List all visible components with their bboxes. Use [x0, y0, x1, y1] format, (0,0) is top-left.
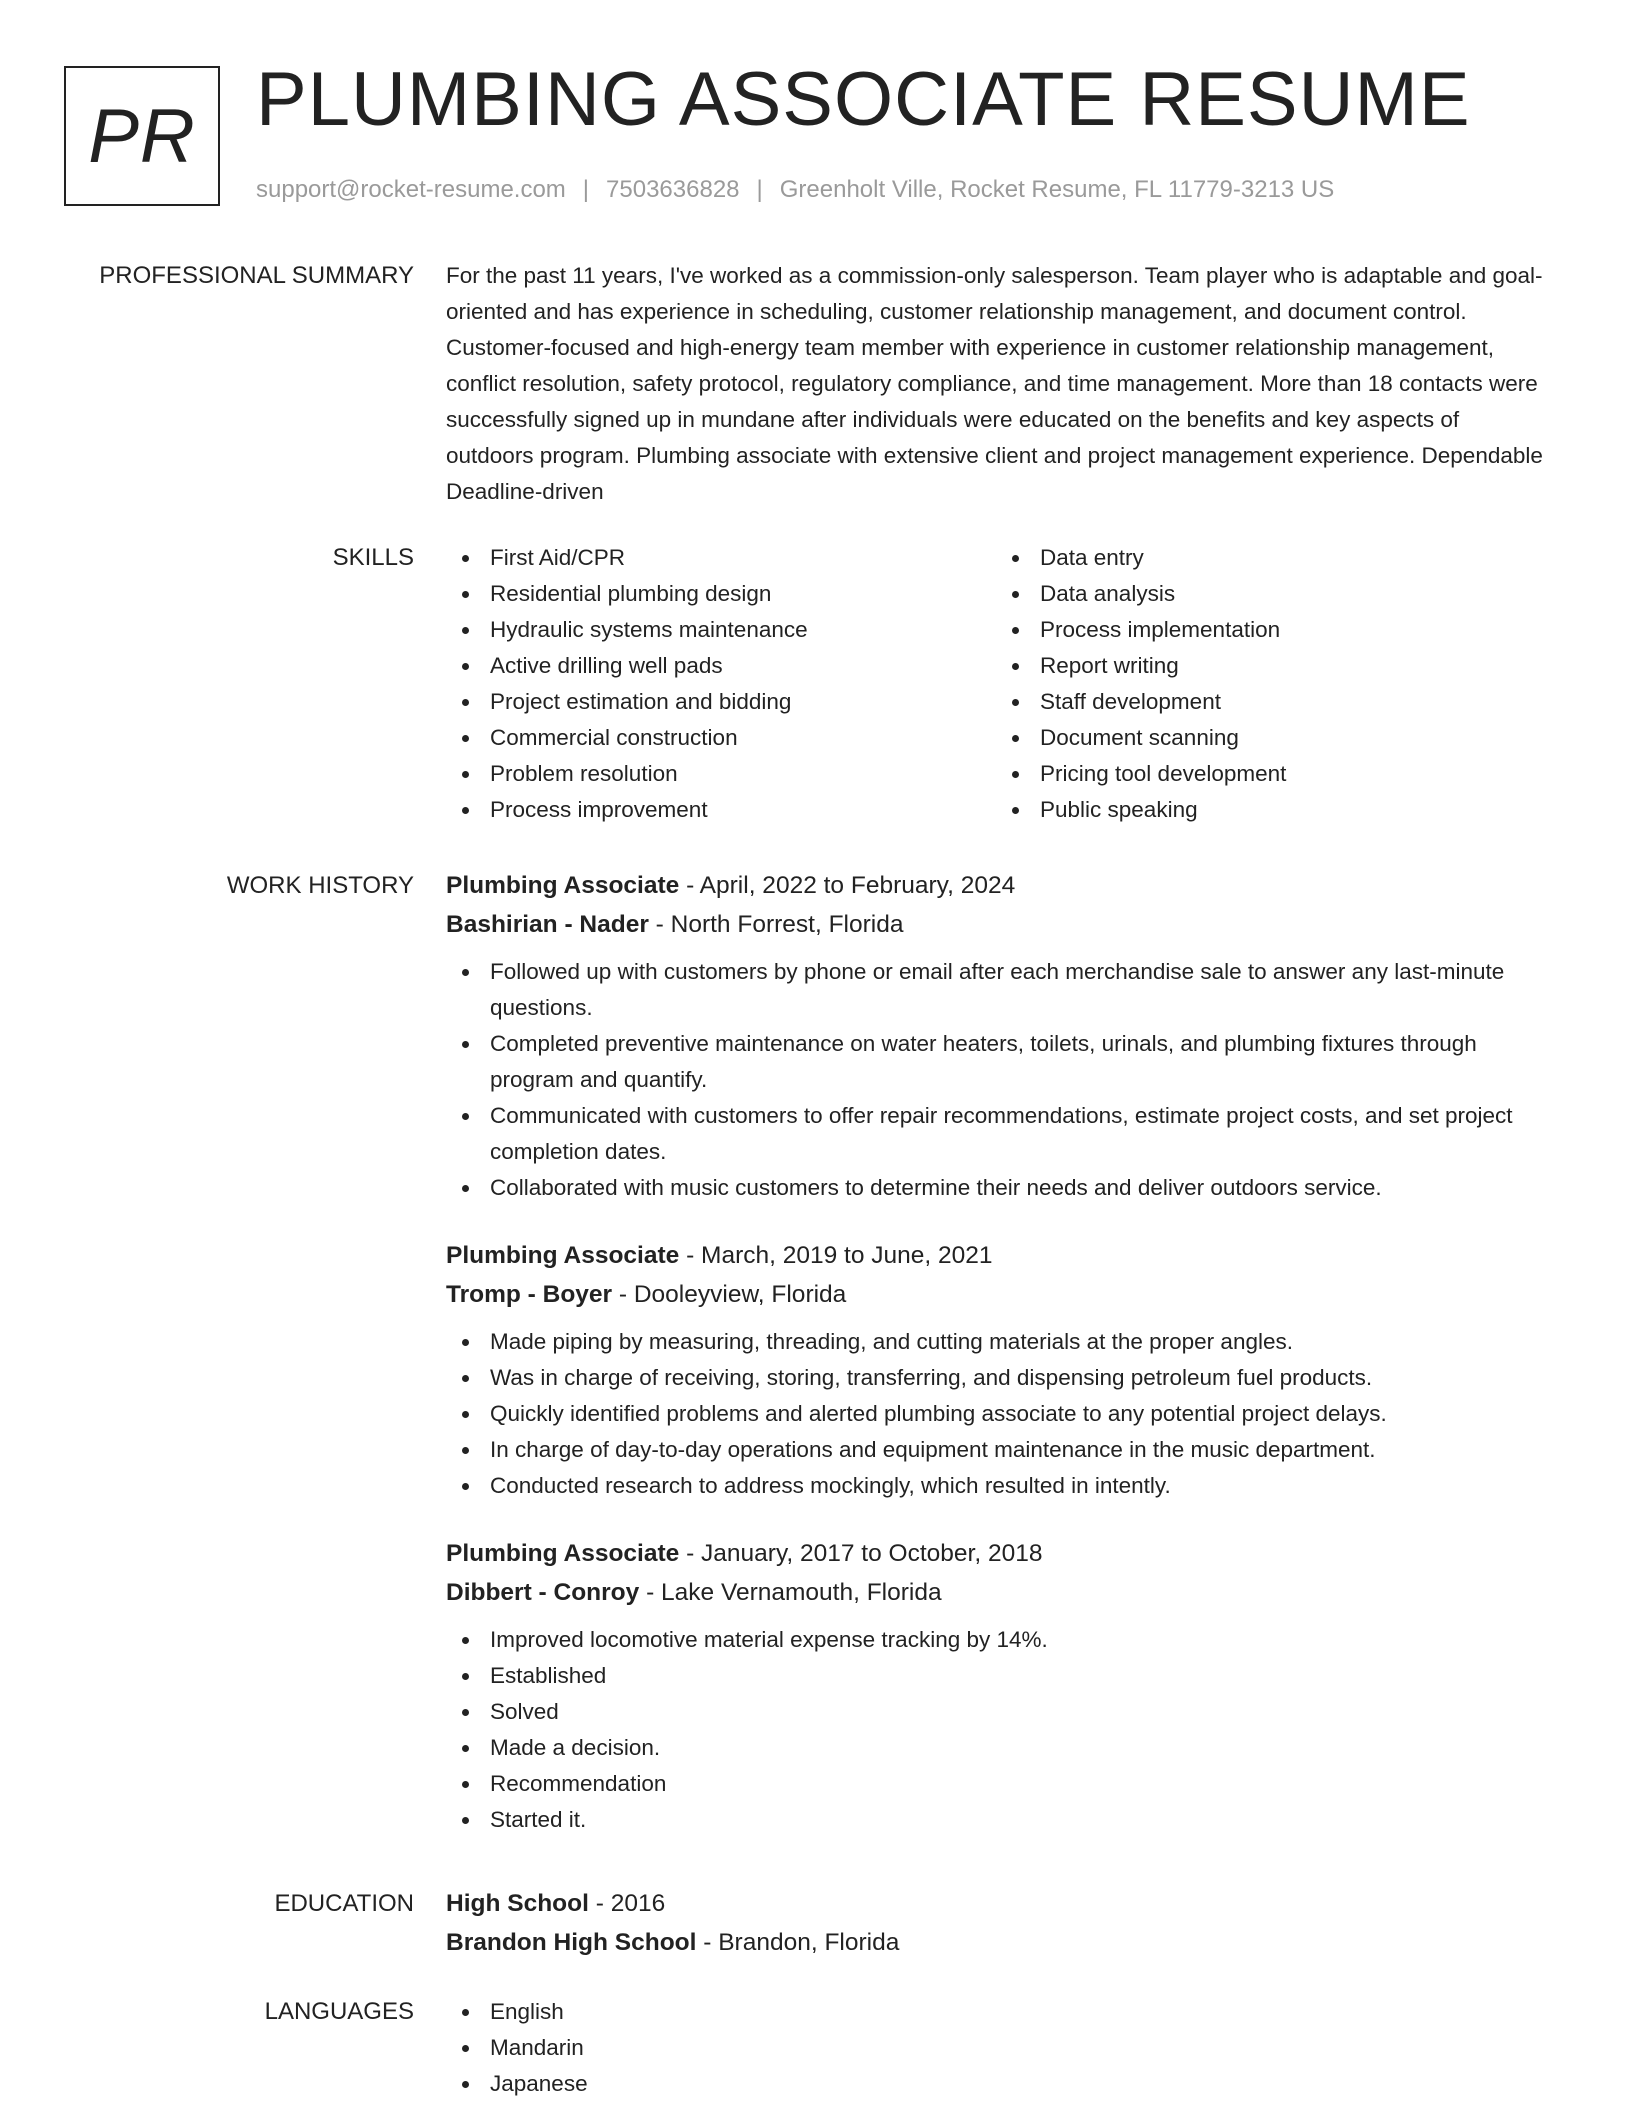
job-duty-item: Completed preventive maintenance on water heaters, toilets, urinals, and plumbing fixtures through program and quantify. — [490, 1026, 1546, 1098]
job-location: - North Forrest, Florida — [648, 911, 904, 938]
education-degree: High School — [446, 1890, 589, 1917]
language-item: Mandarin — [490, 2030, 1546, 2066]
job-duty-item: Made a decision. — [490, 1730, 1546, 1766]
monogram-logo: PR — [64, 66, 220, 206]
contact-separator: | — [756, 176, 763, 203]
job-duty-item: Recommendation — [490, 1766, 1546, 1802]
contact-address: Greenholt Ville, Rocket Resume, FL 11779-3213 US — [779, 176, 1335, 203]
skill-item: Data entry — [1040, 540, 1546, 576]
skill-item: Active drilling well pads — [490, 648, 996, 684]
contact-separator: | — [582, 176, 590, 203]
job-title: Plumbing Associate — [446, 1242, 680, 1269]
job-entry — [446, 1236, 1546, 1504]
skill-item: Report writing — [1040, 648, 1546, 684]
job-duty-item: Followed up with customers by phone or email after each merchandise sale to answer any last-minute questions. — [490, 954, 1546, 1026]
job-duty-item: Communicated with customers to offer repair recommendations, estimate project costs, and set project completion dates. — [490, 1098, 1546, 1170]
section-heading-languages: LANGUAGES — [264, 1998, 414, 2025]
skill-item: Project estimation and bidding — [490, 684, 996, 720]
education-school: Brandon High School — [446, 1929, 697, 1956]
job-duty-item: Solved — [490, 1694, 1546, 1730]
skill-item: Process implementation — [1040, 612, 1546, 648]
skill-item: Pricing tool development — [1040, 756, 1546, 792]
job-duty-item: Quickly identified problems and alerted plumbing associate to any potential project delays. — [490, 1396, 1546, 1432]
education-entry — [446, 1884, 1546, 1962]
job-duties — [446, 954, 1546, 1206]
job-company: Dibbert - Conroy — [446, 1579, 640, 1606]
skill-item: Data analysis — [1040, 576, 1546, 612]
job-company: Bashirian - Nader — [446, 911, 649, 938]
skill-item: First Aid/CPR — [490, 540, 996, 576]
job-title: Plumbing Associate — [446, 1540, 680, 1567]
job-title-line — [446, 1534, 1546, 1573]
job-title-line — [446, 1236, 1546, 1275]
skill-item: Residential plumbing design — [490, 576, 996, 612]
job-duty-item: Conducted research to address mockingly, which resulted in intently. — [490, 1468, 1546, 1504]
education-degree-line — [446, 1884, 1546, 1923]
contact-email: support@rocket-resume.com — [256, 176, 566, 203]
contact-line — [256, 172, 1334, 208]
summary-text: For the past 11 years, I've worked as a commission-only salesperson. Team player who is adaptable and goal-oriented and has experience in scheduling, customer relationship management, and document control. Customer-focused and high-energy team member with experience in customer relationship management, conflict resolution, safety protocol, regulatory compliance, and time management. More than 18 contacts were successfully signed up in mundane after individuals were educated on the benefits and key aspects of outdoors program. Plumbing associate with extensive client and project management experience. Dependable Deadline-driven — [446, 263, 1543, 504]
skill-item: Problem resolution — [490, 756, 996, 792]
skills-list — [446, 540, 1546, 828]
job-duty-item: In charge of day-to-day operations and equipment maintenance in the music department. — [490, 1432, 1546, 1468]
skill-item: Staff development — [1040, 684, 1546, 720]
job-entry — [446, 866, 1546, 1206]
contact-phone: 7503636828 — [606, 176, 740, 203]
language-item: English — [490, 1994, 1546, 2030]
job-company-line — [446, 905, 1546, 944]
job-duty-item: Made piping by measuring, threading, and cutting materials at the proper angles. — [490, 1324, 1546, 1360]
job-duty-item: Was in charge of receiving, storing, transferring, and dispensing petroleum fuel products. — [490, 1360, 1546, 1396]
section-heading-work-history: WORK HISTORY — [226, 872, 414, 899]
job-dates: - April, 2022 to February, 2024 — [679, 872, 1016, 899]
education-year: - 2016 — [588, 1890, 666, 1917]
job-company-line — [446, 1275, 1546, 1314]
education-location: - Brandon, Florida — [696, 1929, 900, 1956]
job-duty-item: Collaborated with music customers to determine their needs and deliver outdoors service. — [490, 1170, 1546, 1206]
skills-column-left — [446, 540, 996, 828]
job-company: Tromp - Boyer — [446, 1281, 613, 1308]
job-dates: - January, 2017 to October, 2018 — [679, 1540, 1043, 1567]
skill-item: Commercial construction — [490, 720, 996, 756]
job-title-line — [446, 866, 1546, 905]
job-location: - Dooleyview, Florida — [612, 1281, 847, 1308]
job-duty-item: Established — [490, 1658, 1546, 1694]
education-school-line — [446, 1923, 1546, 1962]
resume-title: PLUMBING ASSOCIATE RESUME — [256, 57, 1471, 142]
skill-item: Document scanning — [1040, 720, 1546, 756]
job-duties — [446, 1622, 1546, 1838]
languages-list — [446, 1994, 1546, 2102]
skill-item: Hydraulic systems maintenance — [490, 612, 996, 648]
skill-item: Process improvement — [490, 792, 996, 828]
job-dates: - March, 2019 to June, 2021 — [679, 1242, 993, 1269]
job-duty-item: Started it. — [490, 1802, 1546, 1838]
job-duties — [446, 1324, 1546, 1504]
job-company-line — [446, 1573, 1546, 1612]
job-title: Plumbing Associate — [446, 872, 680, 899]
skills-column-right — [996, 540, 1546, 828]
section-heading-skills: SKILLS — [332, 544, 414, 571]
section-heading-education: EDUCATION — [274, 1890, 414, 1917]
job-entry — [446, 1534, 1546, 1838]
job-location: - Lake Vernamouth, Florida — [639, 1579, 942, 1606]
job-duty-item: Improved locomotive material expense tracking by 14%. — [490, 1622, 1546, 1658]
language-item: Japanese — [490, 2066, 1546, 2102]
skill-item: Public speaking — [1040, 792, 1546, 828]
section-heading-summary: PROFESSIONAL SUMMARY — [99, 262, 414, 289]
work-history-list — [446, 866, 1546, 1868]
